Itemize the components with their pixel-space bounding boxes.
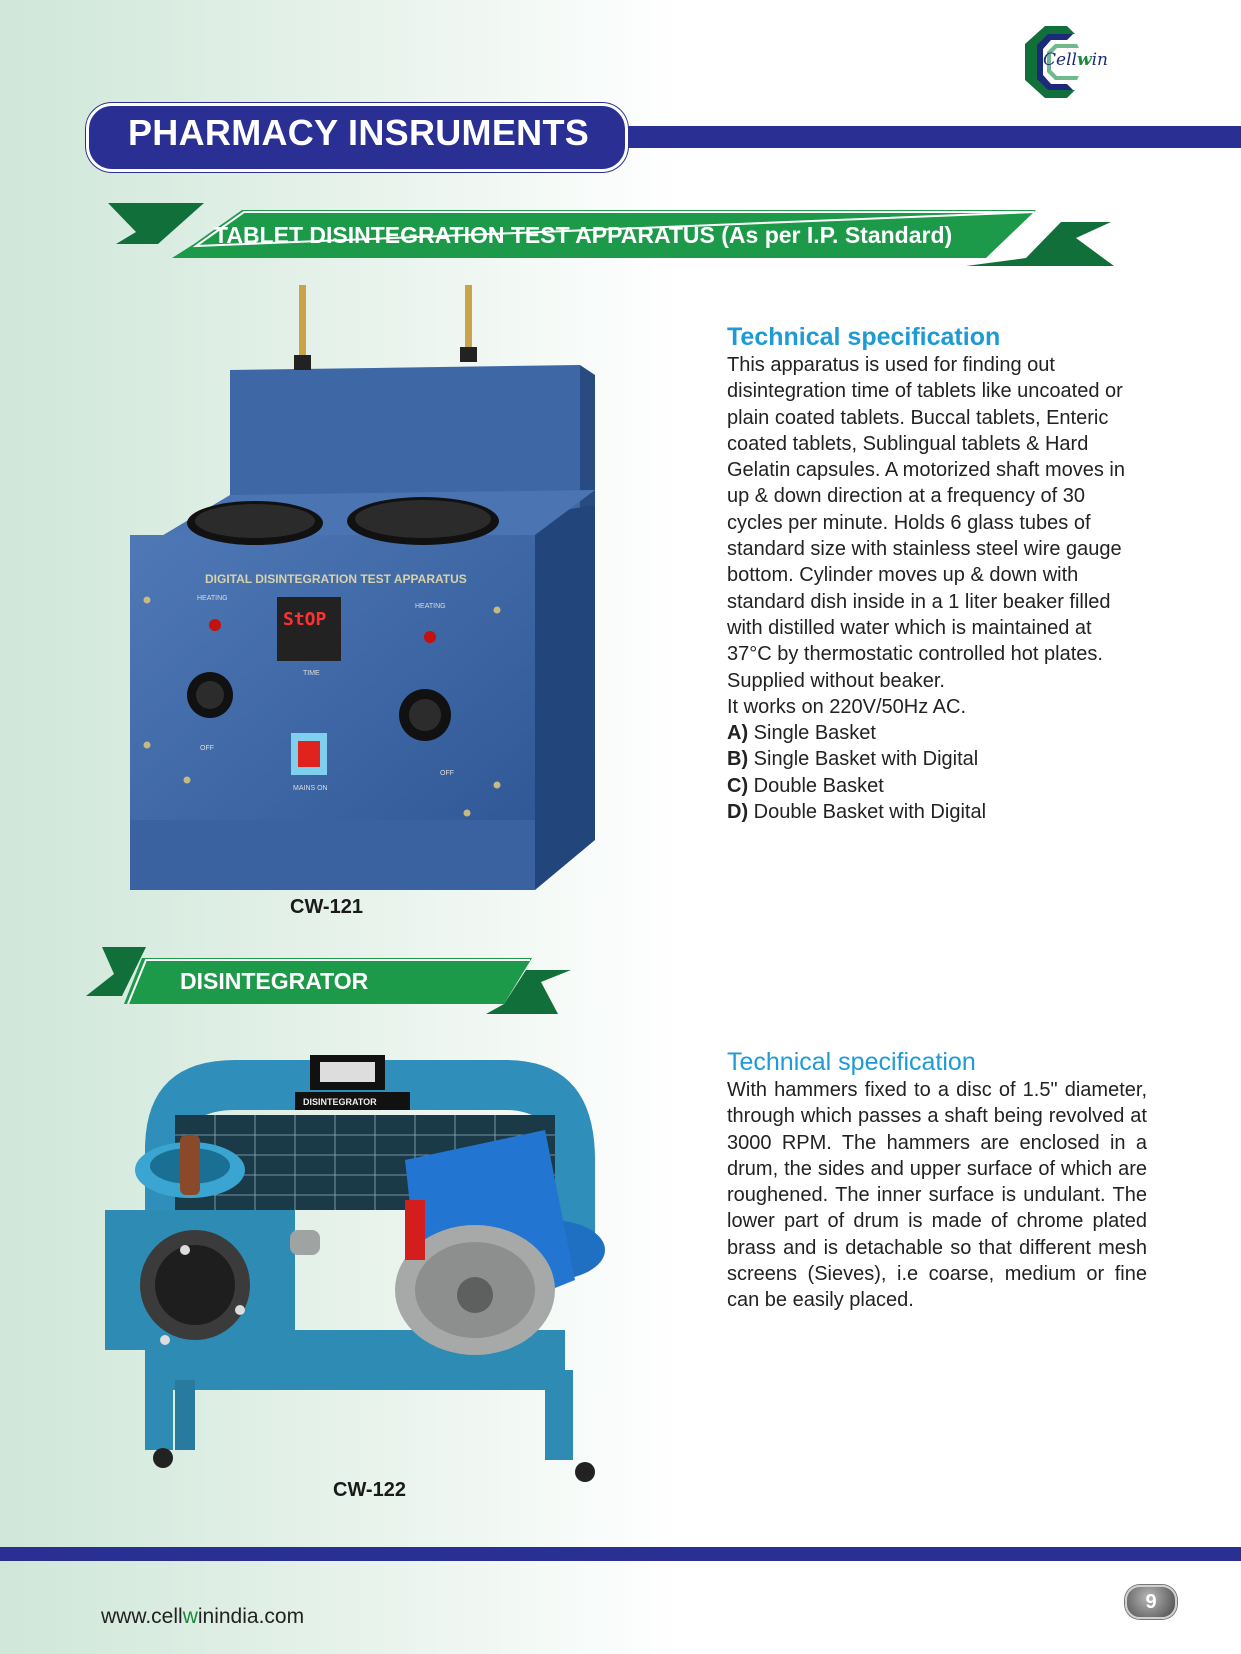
option-a (727, 720, 1197, 746)
spec-line: It works on 220V/50Hz AC. (727, 695, 967, 718)
display-readout: StOP (283, 609, 327, 630)
panel-label: DIGITAL DISINTEGRATION TEST APPARATUS (205, 572, 467, 586)
option-text: Double Basket with Digital (753, 801, 987, 824)
website-link[interactable] (101, 1605, 304, 1629)
logo-text (1043, 50, 1108, 70)
time-label: TIME (303, 670, 320, 677)
option-text: Single Basket with Digital (753, 748, 979, 771)
option-b (727, 746, 1197, 772)
page-number: 9 (1145, 1591, 1157, 1613)
spec-heading-2: Technical specification (727, 1048, 976, 1076)
spec-line: cycles per minute. Holds 6 glass tubes of (727, 511, 1091, 534)
logo-prefix: Cell (1043, 50, 1077, 70)
spec-line: plain coated tablets. Buccal tablets, Enteric (727, 406, 1109, 429)
footer-rule (0, 1547, 1241, 1561)
section-title-tablet-apparatus: TABLET DISINTEGRATION TEST APPARATUS (As per I.P. Standard) (214, 222, 953, 248)
spec-body-1 (727, 352, 1197, 825)
page-title: PHARMACY INSRUMENTS (128, 112, 590, 153)
tablet-disintegration-apparatus-photo (125, 285, 685, 900)
off-label-left: OFF (200, 745, 214, 752)
option-letter: C) (727, 774, 749, 797)
disintegrator-photo (105, 1040, 630, 1500)
option-letter: B) (727, 748, 749, 771)
url-accent: w (182, 1605, 198, 1628)
spec-line: disintegration time of tablets like uncoated or (727, 380, 1123, 403)
option-c (727, 773, 1197, 799)
spec-line: Supplied without beaker. (727, 669, 945, 692)
logo-accent: w (1076, 50, 1092, 70)
page-number-badge (1125, 1585, 1177, 1619)
spec-line: standard size with stainless steel wire gauge (727, 538, 1122, 561)
option-letter: A) (727, 722, 749, 745)
logo-suffix: in (1091, 50, 1108, 70)
product-code-cw122: CW-122 (333, 1479, 406, 1501)
spec-heading-1: Technical specification (727, 323, 1001, 351)
option-text: Double Basket (753, 774, 884, 797)
option-text: Single Basket (753, 722, 876, 745)
spec-line: bottom. Cylinder moves up & down with (727, 564, 1079, 587)
option-letter: D) (727, 801, 749, 824)
heating-label-right: HEATING (415, 603, 446, 610)
section-title-disintegrator: DISINTEGRATOR (180, 968, 369, 994)
spec-body-2: With hammers fixed to a disc of 1.5" diameter, through which passes a shaft being revolved at 3000 RPM. The hammers are enclosed in a drum, the sides and upper surface of which are roughened. The inner surface is undulant. The lower part of drum is made of chrome plated brass and is detachable so that different mesh screens (Sieves), i.e coarse, medium or fine can be easily placed. (727, 1079, 1147, 1312)
heating-label-left: HEATING (197, 595, 228, 602)
spec-line: coated tablets, Sublingual tablets & Hard (727, 432, 1089, 455)
spec-line: Gelatin capsules. A motorized shaft moves in (727, 459, 1125, 482)
spec-line: with distilled water which is maintained at (727, 616, 1092, 639)
mains-label: MAINS ON (293, 785, 328, 792)
header-rule (590, 126, 1241, 148)
url-suffix: inindia.com (197, 1605, 305, 1628)
product-code-cw121: CW-121 (290, 896, 363, 918)
spec-line: up & down direction at a frequency of 30 (727, 485, 1086, 508)
off-label-right: OFF (440, 770, 454, 777)
option-d (727, 799, 1197, 825)
disintegrator-plate: DISINTEGRATOR (303, 1097, 377, 1107)
url-prefix: www.cell (101, 1605, 183, 1628)
spec-line: This apparatus is used for finding out (727, 354, 1055, 376)
spec-line: 37°C by thermostatic controlled hot plates. (727, 643, 1103, 666)
spec-line: standard dish inside in a 1 liter beaker filled (727, 590, 1111, 613)
